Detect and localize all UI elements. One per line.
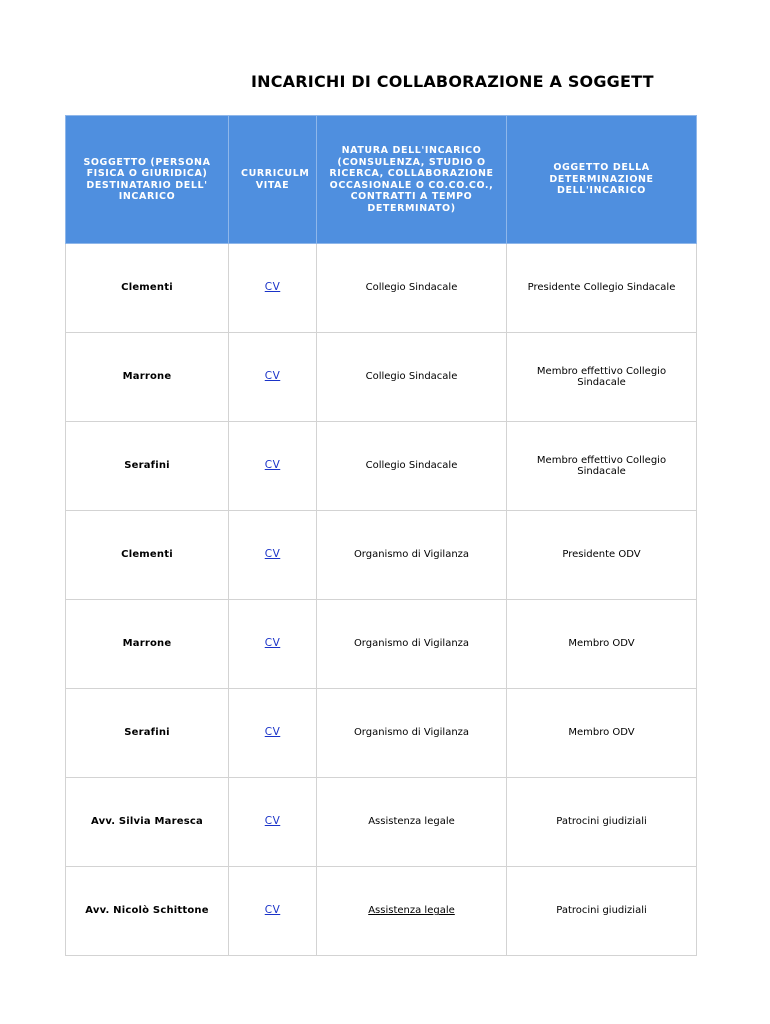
oggetto-cell: Membro ODV (507, 600, 697, 689)
cv-cell (229, 778, 317, 867)
oggetto-cell: Membro effettivo Collegio Sindacale (507, 333, 697, 422)
cv-link[interactable]: CV (264, 726, 281, 739)
soggetto-cell: Clementi (66, 511, 229, 600)
soggetto-cell: Serafini (66, 689, 229, 778)
table-header-row (66, 116, 697, 244)
oggetto-cell: Membro ODV (507, 689, 697, 778)
natura-cell: Collegio Sindacale (317, 422, 507, 511)
cv-link[interactable]: CV (264, 459, 281, 472)
header-oggetto: OGGETTO DELLA DETERMINAZIONE DELL'INCARICO (507, 116, 697, 244)
cv-link[interactable]: CV (264, 904, 281, 917)
natura-cell: Organismo di Vigilanza (317, 689, 507, 778)
header-curriculum: CURRICULM VITAE (229, 116, 317, 244)
soggetto-cell: Marrone (66, 333, 229, 422)
header-natura: NATURA DELL'INCARICO (CONSULENZA, STUDIO O RICERCA, COLLABORAZIONE OCCASIONALE O CO.CO.CO., CONTRATTI A TEMPO DETERMINATO) (317, 116, 507, 244)
incarichi-table (65, 115, 697, 956)
cv-cell (229, 689, 317, 778)
natura-text: Assistenza legale (368, 905, 455, 917)
soggetto-cell: Clementi (66, 244, 229, 333)
cv-cell (229, 333, 317, 422)
soggetto-cell: Avv. Silvia Maresca (66, 778, 229, 867)
table-row (66, 867, 697, 956)
cv-cell (229, 244, 317, 333)
table-row (66, 244, 697, 333)
oggetto-cell: Patrocini giudiziali (507, 867, 697, 956)
table-row (66, 600, 697, 689)
cv-link[interactable]: CV (264, 637, 281, 650)
table-row (66, 422, 697, 511)
table-row (66, 511, 697, 600)
oggetto-cell: Membro effettivo Collegio Sindacale (507, 422, 697, 511)
natura-cell: Collegio Sindacale (317, 244, 507, 333)
soggetto-cell: Marrone (66, 600, 229, 689)
page-title: INCARICHI DI COLLABORAZIONE A SOGGETT (251, 72, 654, 91)
natura-cell (317, 867, 507, 956)
cv-cell (229, 511, 317, 600)
cv-link[interactable]: CV (264, 370, 281, 383)
cv-cell (229, 867, 317, 956)
table-row (66, 778, 697, 867)
cv-link[interactable]: CV (264, 281, 281, 294)
cv-link[interactable]: CV (264, 815, 281, 828)
soggetto-cell: Serafini (66, 422, 229, 511)
table-row (66, 333, 697, 422)
cv-link[interactable]: CV (264, 548, 281, 561)
natura-cell: Organismo di Vigilanza (317, 600, 507, 689)
oggetto-cell: Presidente ODV (507, 511, 697, 600)
natura-cell: Assistenza legale (317, 778, 507, 867)
cv-cell (229, 422, 317, 511)
natura-cell: Organismo di Vigilanza (317, 511, 507, 600)
soggetto-cell: Avv. Nicolò Schittone (66, 867, 229, 956)
natura-cell: Collegio Sindacale (317, 333, 507, 422)
table-row (66, 689, 697, 778)
oggetto-cell: Presidente Collegio Sindacale (507, 244, 697, 333)
header-soggetto: SOGGETTO (PERSONA FISICA O GIURIDICA) DESTINATARIO DELL' INCARICO (66, 116, 229, 244)
oggetto-cell: Patrocini giudiziali (507, 778, 697, 867)
cv-cell (229, 600, 317, 689)
